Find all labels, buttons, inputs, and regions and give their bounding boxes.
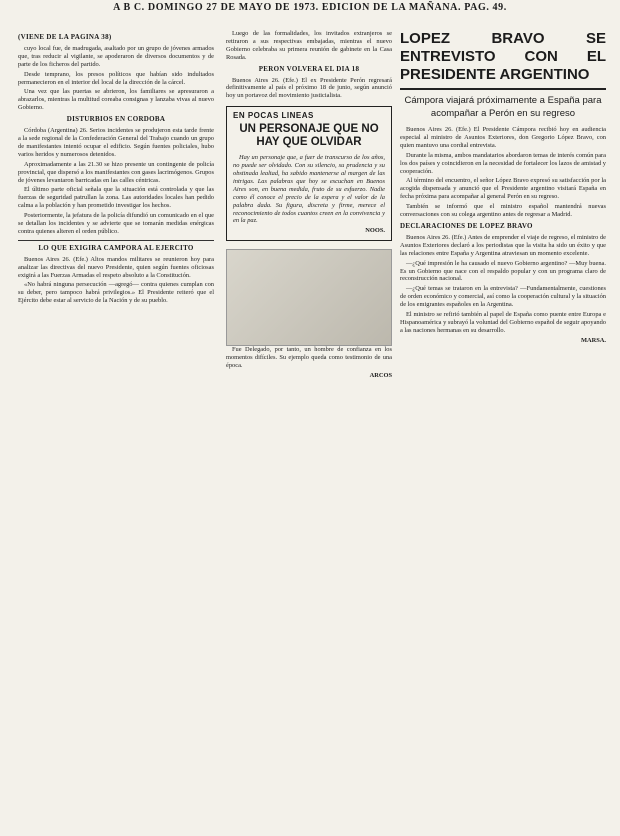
paragraph: —¿Qué impresión le ha causado el nuevo Gobierno argentino? —Muy buena. Es un Gobierno que nace con el respaldo popular y con un programa claro de reconstrucción nacional. xyxy=(400,259,606,283)
signature: ARCOS xyxy=(369,371,392,379)
feature-signature: NOOS. xyxy=(365,227,385,235)
masthead: A B C. DOMINGO 27 DE MAYO DE 1973. EDICION DE LA MAÑANA. PAG. 49. xyxy=(113,2,507,13)
paragraph: Fue Delegado, por tanto, un hombre de confianza en los momentos difíciles. Su ejemplo queda como testimonio de una época. xyxy=(226,346,392,370)
paragraph: El ministro se refirió también al papel de España como puente entre Europa e Hispanoamérica y subrayó la voluntad del Gobierno español de seguir apoyando a las naciones hermanas en su desarrollo. xyxy=(400,311,606,334)
photo-placeholder xyxy=(226,249,392,346)
column-middle xyxy=(226,30,392,380)
column-left xyxy=(18,30,214,307)
paragraph: Aproximadamente a las 21.30 se hizo presente un contingente de policía provincial, que dispersó a los manifestantes con gases lacrimógenos. Grupos de jóvenes levantaron barricadas en las calles céntricas. xyxy=(18,160,214,184)
paragraph: —¿Qué temas se trataron en la entrevista? —Fundamentalmente, cuestiones de orden económico y comercial, así como la cooperación cultural y la situación de los emigrantes españoles en la Argentina. xyxy=(400,285,606,309)
paragraph: Buenos Aires 26. (Efe.) Altos mandos militares se reunieron hoy para analizar las directivas del nuevo Presidente, quien según fuentes oficiosas exigirá a las Fuerzas Armadas el respeto absoluto a la Constitución. xyxy=(18,255,214,279)
feature-tag: EN POCAS LINEAS xyxy=(233,111,314,121)
subheading-campora: LO QUE EXIGIRA CAMPORA AL EJERCITO xyxy=(38,243,194,252)
continuation-heading: (VIENE DE LA PAGINA 38) xyxy=(18,33,112,41)
paragraph: Córdoba (Argentina) 26. Serios incidentes se produjeron esta tarde frente a la sede regional de la Confederación General del Trabajo cuando un grupo de manifestantes intentó ocupar el edificio. Según fuentes policiales, hubo varios heridos y numerosos detenidos. xyxy=(18,127,214,158)
feature-headline: UN PERSONAJE QUE NO HAY QUE OLVIDAR xyxy=(239,123,379,149)
paragraph: También se informó que el ministro español mantendrá nuevas conversaciones con su colega argentino antes de regresar a Madrid. xyxy=(400,203,606,219)
paragraph: Posteriormente, la jefatura de la policía difundió un comunicado en el que se detallan los incidentes y se advierte que se tomarán medidas enérgicas contra quienes alteren el orden público. xyxy=(18,212,214,235)
paragraph: cuyo local fue, de madrugada, asaltado por un grupo de jóvenes armados que, tras reducir al vigilante, se apoderaron de diversos documentos y de parte de los ficheros del partido. xyxy=(18,44,214,68)
paragraph: Buenos Aires 26. (Efe.) El Presidente Cámpora recibió hoy en audiencia especial al ministro de Asuntos Exteriores, don Gregorio López Bravo, con quien mantuvo una cordial entrevista. xyxy=(400,126,606,149)
divider xyxy=(18,240,214,241)
feature-box xyxy=(226,106,392,241)
paragraph: El último parte oficial señala que la situación está controlada y que las fuerzas de seguridad patrullan la zona. Las autoridades locales han pedido calma a la población y han prometido investigar los hechos. xyxy=(18,186,214,210)
deck: Cámpora viajará próximamente a España para acompañar a Perón en su regreso xyxy=(404,95,602,119)
paragraph: «No habrá ninguna persecución —agregó— contra quienes cumplan con su deber, pero tampoco habrá privilegios.» El Presidente reiteró que el Ejército debe estar al servicio de la Nación y de su pueblo. xyxy=(18,281,214,305)
paragraph: Buenos Aires 26. (Efe.) Antes de emprender el viaje de regreso, el ministro de Asuntos Exteriores declaró a los periodistas que la visita ha sido un éxito y que las relaciones entre España y Argentina atraviesan un momento excelente. xyxy=(400,233,606,257)
paragraph: Durante la misma, ambos mandatarios abordaron temas de interés común para los dos países y coincidieron en la necesidad de fortalecer los lazos de amistad y cooperación. xyxy=(400,151,606,175)
paragraph: Desde temprano, los presos políticos que habían sido indultados permanecieron en el interior del local de la dirección de la cárcel. xyxy=(18,70,214,86)
main-headline: LOPEZ BRAVO SE ENTREVISTO CON EL PRESIDENTE ARGENTINO xyxy=(400,30,606,90)
subheading-declaraciones: DECLARACIONES DE LOPEZ BRAVO xyxy=(400,221,533,230)
column-right xyxy=(400,30,606,345)
paragraph: Buenos Aires 26. (Efe.) El ex Presidente Perón regresará definitivamente al país el próximo 18 de junio, según anunció hoy un portavoz del movimiento justicialista. xyxy=(226,76,392,100)
subheading-peron: PERON VOLVERA EL DIA 18 xyxy=(258,64,360,73)
subheading-cordoba: DISTURBIOS EN CORDOBA xyxy=(66,115,166,124)
paragraph: Al término del encuentro, el señor López Bravo expresó su satisfacción por la acogida dispensada y anunció que el Presidente argentino visitará España en fecha próxima para acompañar al general Perón en su regreso. xyxy=(400,177,606,201)
feature-body: Hay un personaje que, a fuer de transcurso de los años, no puede ser olvidado. Con su silencio, su prudencia y su obstinada lealtad, ha sabido mantenerse al margen de las intrigas. Las palabras que hoy se escuchan en Buenos Aires son, en buena medida, fruto de su esfuerzo. Nadie como él conoce el precio de la espera y el valor de la palabra dada. Su figura, discreta y firme, merece el reconocimiento de todos cuantos creen en la convivencia y en la paz. xyxy=(233,154,385,225)
paragraph: Una vez que las puertas se abrieron, los familiares se apresuraron a abrazarlos, mientras la multitud coreaba consignas y lanzaba vivas al nuevo Gobierno. xyxy=(18,88,214,112)
paragraph: Luego de las formalidades, los invitados extranjeros se retiraron a sus respectivas embajadas, mientras el nuevo Gobierno celebraba su primera reunión de gabinete en la Casa Rosada. xyxy=(226,30,392,61)
signature: MARSA. xyxy=(580,336,606,344)
